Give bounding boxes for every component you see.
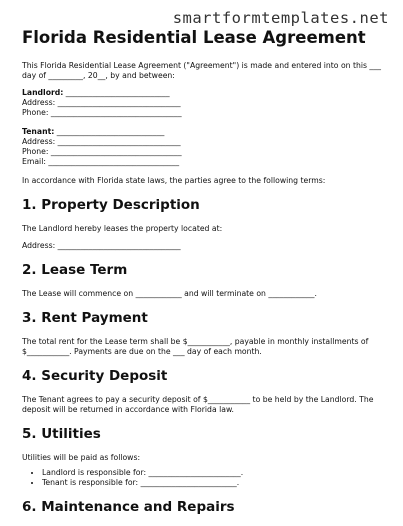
section-heading-rent: 3. Rent Payment: [22, 310, 148, 326]
tenant-block: [22, 127, 384, 167]
document-title: Florida Residential Lease Agreement: [22, 28, 366, 47]
deposit-text: The Tenant agrees to pay a security deposit of $___________ to be held by the Landlord. The deposit will be returned in accordance with Florida law.: [22, 395, 374, 414]
section-heading-utilities: 5. Utilities: [22, 426, 101, 442]
rent-text: The total rent for the Lease term shall be $___________, payable in monthly installments of $___________. Payments are due on the ___ day of each month.: [22, 337, 369, 356]
lease-term-text: The Lease will commence on ____________ and will terminate on ____________.: [22, 289, 317, 298]
tenant-phone-field: Phone: __________________________________: [22, 147, 182, 156]
landlord-address-field: Address: ________________________________: [22, 98, 181, 107]
tenant-email-field: Email: __________________________________: [22, 157, 180, 166]
section-heading-deposit: 4. Security Deposit: [22, 368, 168, 384]
section-heading-maintenance: 6. Maintenance and Repairs: [22, 499, 235, 515]
accordance-paragraph: In accordance with Florida state laws, the parties agree to the following terms:: [22, 176, 326, 185]
property-text: The Landlord hereby leases the property located at:: [22, 224, 223, 233]
utilities-list: [22, 468, 384, 488]
tenant-label: Tenant:: [22, 127, 55, 136]
list-item: • Landlord is responsible for: ________________________.: [42, 468, 384, 478]
section-heading-property: 1. Property Description: [22, 197, 200, 213]
watermark: smartformtemplates.net: [172, 9, 389, 27]
list-item: • Tenant is responsible for: _________________________.: [42, 478, 384, 488]
intro-paragraph: This Florida Residential Lease Agreement ("Agreement") is made and entered into on this ___ day of _________, 20__, by and between:: [22, 61, 381, 80]
landlord-block: [22, 88, 384, 118]
tenant-address-field: Address: ________________________________: [22, 137, 181, 146]
property-address-field: Address: ________________________________: [22, 241, 181, 250]
utilities-text: Utilities will be paid as follows:: [22, 453, 141, 462]
document-body: [22, 28, 384, 526]
landlord-name-field: ___________________________: [63, 88, 170, 97]
section-heading-lease-term: 2. Lease Term: [22, 262, 128, 278]
landlord-label: Landlord:: [22, 88, 64, 97]
tenant-name-field: ____________________________: [54, 127, 165, 136]
landlord-phone-field: Phone: __________________________________: [22, 108, 182, 117]
